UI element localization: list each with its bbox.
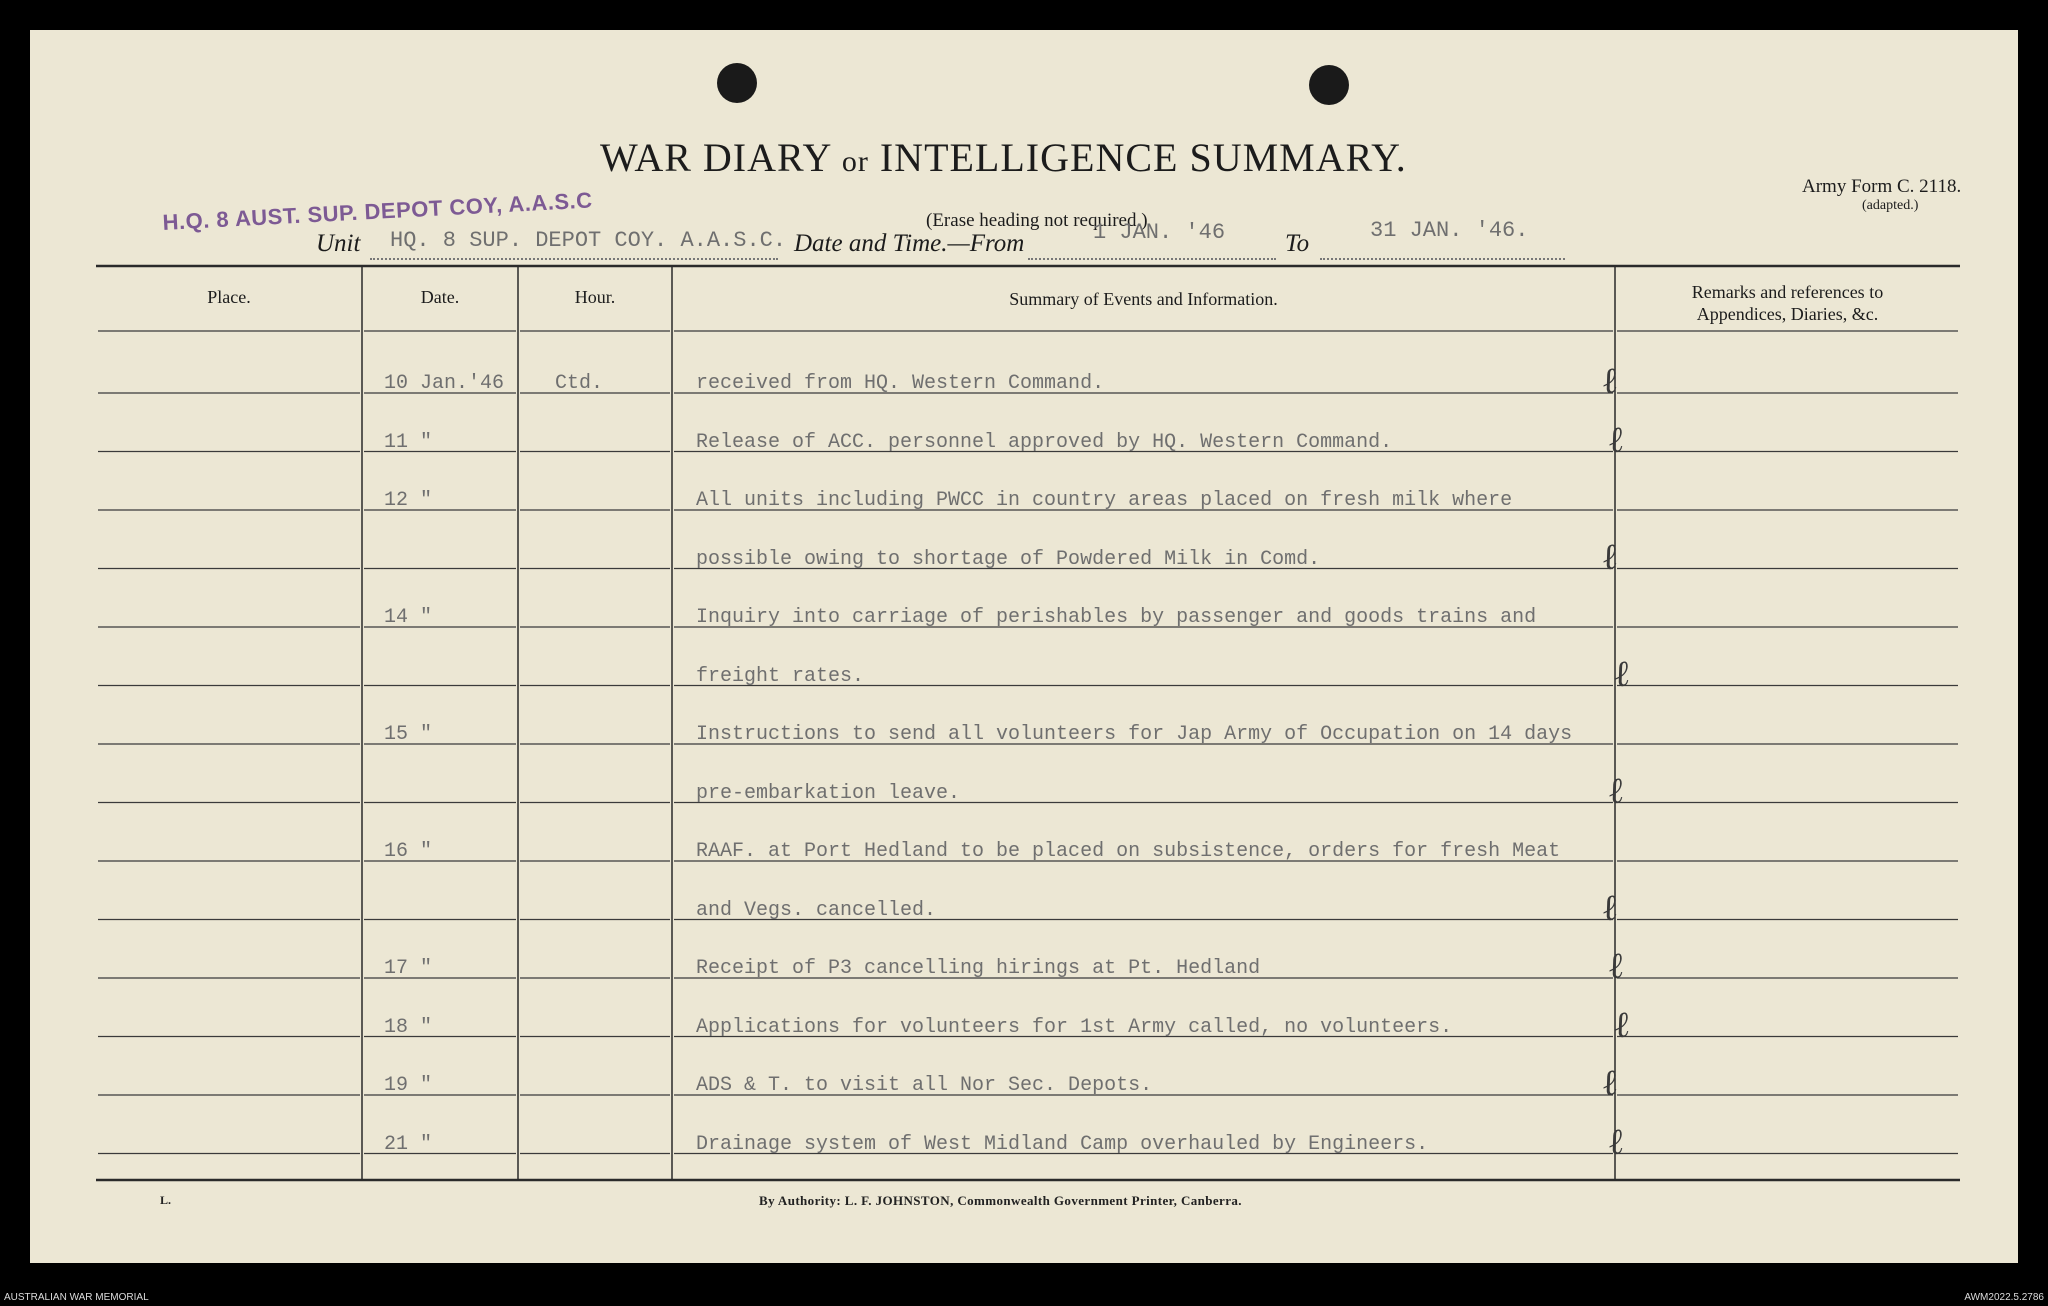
entry-date: 21 " [384, 1132, 433, 1156]
date-from-label: Date and Time.—From [794, 230, 1025, 257]
entry-date: 15 " [384, 723, 433, 746]
entry-summary: possible owing to shortage of Powdered Milk in Comd. [696, 547, 1321, 571]
title-war-diary: WAR DIARY [600, 135, 831, 180]
title-intelligence-summary: INTELLIGENCE SUMMARY. [879, 135, 1407, 180]
entry-initial: ℓ [1605, 769, 1626, 812]
entry-initial: ℓ [1611, 1003, 1632, 1046]
entry-summary: and Vegs. cancelled. [696, 898, 937, 922]
entry-date: 11 " [384, 430, 433, 454]
entry-summary: received from HQ. Western Command. [696, 372, 1105, 395]
entry-date: 17 " [384, 957, 433, 980]
entry-summary: pre-embarkation leave. [696, 781, 961, 805]
entry-summary: Drainage system of West Midland Camp overhauled by Engineers. [696, 1132, 1429, 1156]
header-place: Place. [207, 287, 251, 307]
date-to-label: To [1285, 230, 1310, 257]
entry-initial: ℓ [1611, 652, 1632, 695]
unit-value: HQ. 8 SUP. DEPOT COY. A.A.S.C. [390, 228, 787, 253]
entry-date: 14 " [384, 606, 433, 629]
entry-summary: All units including PWCC in country areas placed on fresh milk where [696, 489, 1513, 512]
entry-summary: Applications for volunteers for 1st Army called, no volunteers. [696, 1015, 1453, 1039]
header-summary: Summary of Events and Information. [1009, 289, 1278, 309]
entry-summary: ADS & T. to visit all Nor Sec. Depots. [696, 1074, 1153, 1097]
form-number: Army Form C. 2118. [1802, 176, 1962, 197]
entry-initial: ℓ [1599, 1062, 1620, 1104]
entry-date: 18 " [384, 1015, 433, 1039]
entry-initial: ℓ [1599, 886, 1620, 929]
header-remarks-line1: Remarks and references to [1691, 282, 1884, 302]
entry-initial: ℓ [1605, 418, 1626, 461]
entry-initial: ℓ [1599, 360, 1620, 402]
entry-summary: Release of ACC. personnel approved by HQ. Western Command. [696, 430, 1393, 454]
form-adapted: (adapted.) [1862, 198, 1919, 213]
caption-left: AUSTRALIAN WAR MEMORIAL [4, 1292, 149, 1303]
header-hour: Hour. [574, 287, 616, 307]
diary-page [30, 30, 2018, 1263]
printer-authority: By Authority: L. F. JOHNSTON, Commonwealth Government Printer, Canberra. [759, 1193, 1242, 1208]
entry-date: 12 " [384, 489, 433, 512]
date-from-value: 1 JAN. '46 [1093, 220, 1226, 245]
footer-mark: L. [160, 1193, 172, 1207]
header-remarks-line2: Appendices, Diaries, &c. [1696, 304, 1879, 324]
header-date: Date. [420, 287, 460, 307]
entry-date: 16 " [384, 840, 433, 863]
entry-initial: ℓ [1605, 945, 1626, 987]
entry-summary: freight rates. [696, 664, 865, 688]
entry-summary: Instructions to send all volunteers for Jap Army of Occupation on 14 days [696, 723, 1573, 746]
date-to-value: 31 JAN. '46. [1370, 218, 1529, 243]
entry-summary: Receipt of P3 cancelling hirings at Pt. Hedland [696, 957, 1261, 980]
entry-summary: RAAF. at Port Hedland to be placed on subsistence, orders for fresh Meat [696, 840, 1561, 863]
title-or: or [841, 145, 869, 178]
entry-initial: ℓ [1605, 1120, 1626, 1163]
entry-initial: ℓ [1599, 535, 1620, 578]
caption-right: AWM2022.5.2786 [1964, 1292, 2044, 1303]
entry-date: 10 Jan.'46 [384, 372, 505, 395]
entry-hour: Ctd. [555, 372, 604, 395]
entry-summary: Inquiry into carriage of perishables by passenger and goods trains and [696, 606, 1537, 629]
unit-stamp: H.Q. 8 AUST. SUP. DEPOT COY, A.A.S.C [162, 187, 594, 235]
entry-date: 19 " [384, 1074, 433, 1097]
unit-label: Unit [316, 230, 361, 257]
form-subtitle: (Erase heading not required.) [926, 210, 1148, 231]
